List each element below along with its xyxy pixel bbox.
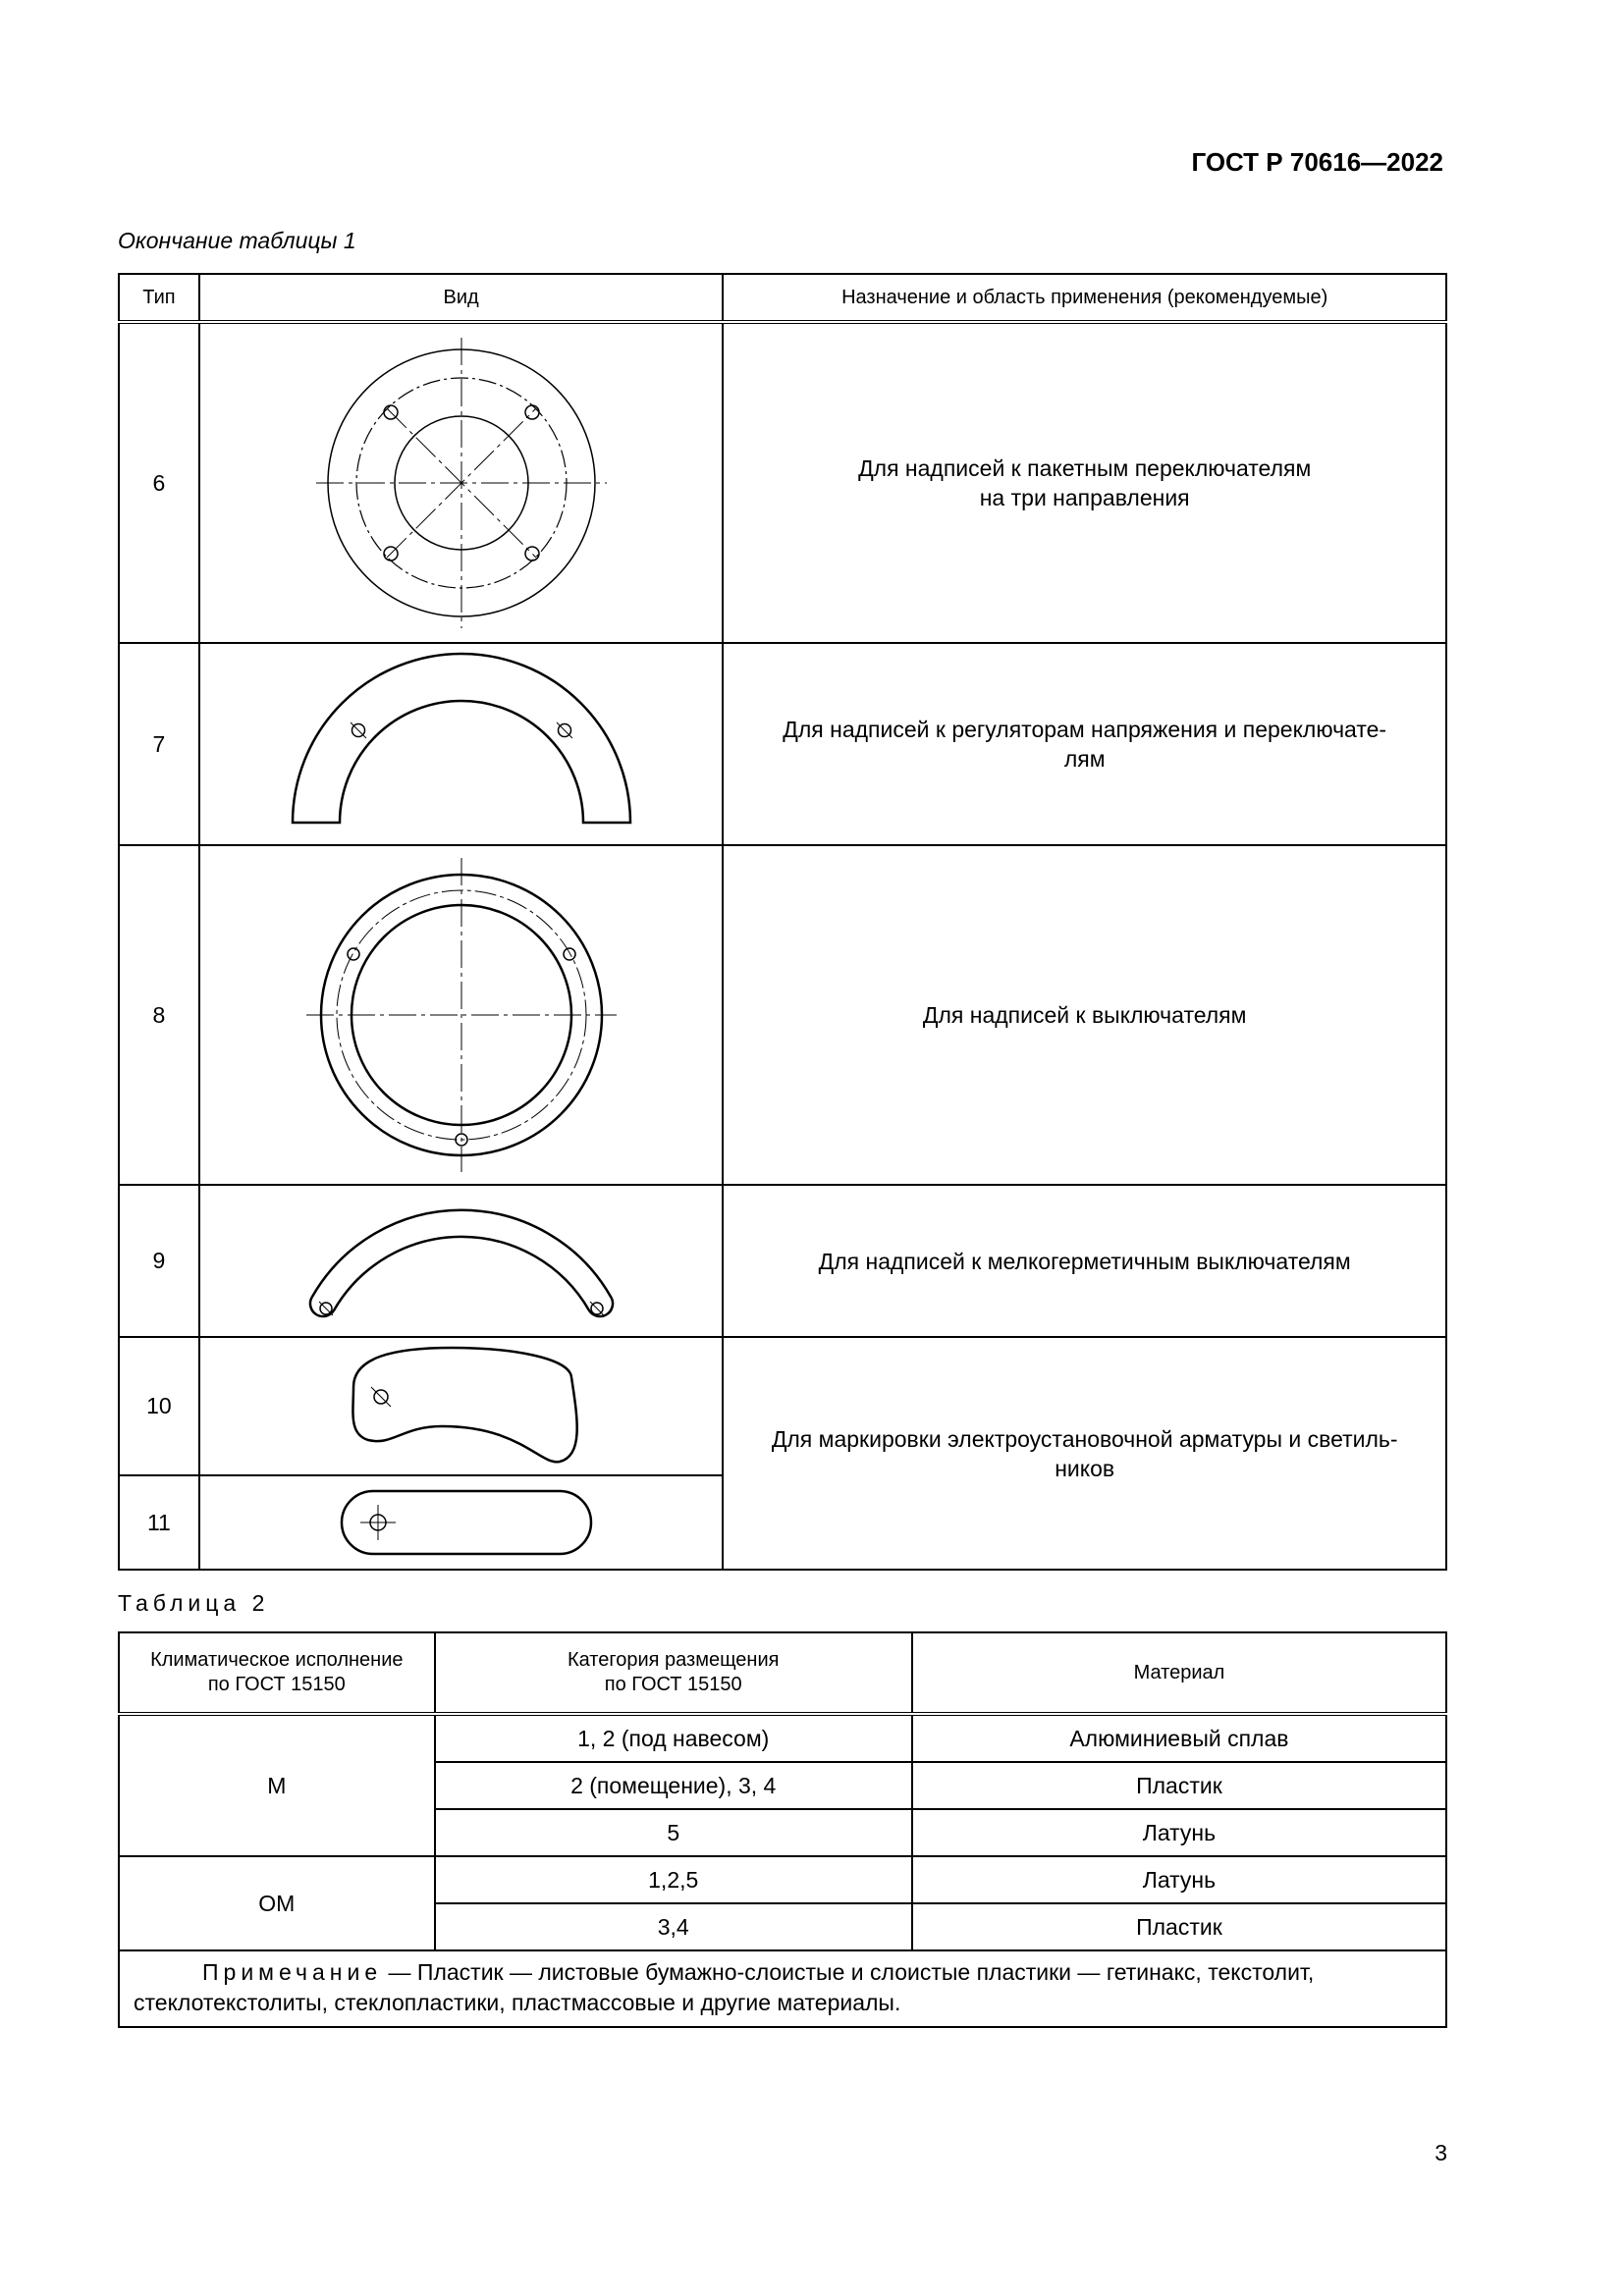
note-label: Примечание <box>202 1959 383 1985</box>
type-number: 7 <box>119 643 199 845</box>
header-category: Категория размещения по ГОСТ 15150 <box>435 1632 912 1714</box>
view-cell <box>199 845 724 1185</box>
table-row <box>119 1185 1446 1337</box>
table1-header-row <box>119 274 1446 322</box>
ring-plate-three-holes-drawing <box>299 853 623 1177</box>
material-cell: Латунь <box>912 1856 1446 1903</box>
header-climate: Климатическое исполнение по ГОСТ 15150 <box>119 1632 435 1714</box>
page-number: 3 <box>1435 2140 1447 2165</box>
header-purpose: Назначение и область применения (рекомендуемые) <box>723 274 1446 322</box>
purpose-cell: Для надписей к мелкогерметичным выключателям <box>723 1185 1446 1337</box>
table1 <box>118 273 1447 1571</box>
header-type: Тип <box>119 274 199 322</box>
type-number: 6 <box>119 322 199 643</box>
category-cell: 1,2,5 <box>435 1856 912 1903</box>
purpose-cell: Для надписей к пакетным переключателям на три направления <box>723 322 1446 643</box>
note-cell <box>119 1950 1446 2027</box>
type-number: 10 <box>119 1337 199 1475</box>
note-row <box>119 1950 1446 2027</box>
view-cell <box>199 1337 724 1475</box>
table-row <box>119 1714 1446 1762</box>
view-cell <box>199 643 724 845</box>
oblong-plate-drawing <box>324 1483 599 1562</box>
merged-purpose-cell: Для маркировки электроустановочной арматуры и светиль- ников <box>723 1337 1446 1570</box>
header-material: Материал <box>912 1632 1446 1714</box>
table-row <box>119 845 1446 1185</box>
category-cell: 3,4 <box>435 1903 912 1950</box>
material-cell: Алюминиевый сплав <box>912 1714 1446 1762</box>
table-row <box>119 322 1446 643</box>
material-cell: Пластик <box>912 1762 1446 1809</box>
category-cell: 5 <box>435 1809 912 1856</box>
kidney-plate-drawing <box>324 1343 599 1470</box>
round-plate-four-holes-drawing <box>304 326 619 640</box>
material-cell: Латунь <box>912 1809 1446 1856</box>
header-view: Вид <box>199 274 724 322</box>
semi-ring-plate-drawing <box>275 646 648 842</box>
category-cell: 2 (помещение), 3, 4 <box>435 1762 912 1809</box>
table-row <box>119 1337 1446 1475</box>
category-cell: 1, 2 (под навесом) <box>435 1714 912 1762</box>
arc-plate-two-holes-drawing <box>299 1193 623 1330</box>
type-number: 8 <box>119 845 199 1185</box>
view-cell <box>199 1185 724 1337</box>
view-cell <box>199 322 724 643</box>
table2-header-row <box>119 1632 1446 1714</box>
material-cell: Пластик <box>912 1903 1446 1950</box>
purpose-cell: Для надписей к выключателям <box>723 845 1446 1185</box>
table2 <box>118 1631 1447 2028</box>
view-cell <box>199 1475 724 1570</box>
type-number: 9 <box>119 1185 199 1337</box>
climate-cell: ОМ <box>119 1856 435 1950</box>
table-row <box>119 643 1446 845</box>
climate-cell: М <box>119 1714 435 1856</box>
document-code: ГОСТ Р 70616—2022 <box>1191 147 1443 177</box>
table1-caption: Окончание таблицы 1 <box>118 228 356 253</box>
type-number: 11 <box>119 1475 199 1570</box>
purpose-cell: Для надписей к регуляторам напряжения и переключате- лям <box>723 643 1446 845</box>
note-text: — Пластик — листовые бумажно-слоистые и слоистые пластики — гетинакс, текстолит, стеклотекстолиты, стеклопластики, пластмассовые и другие материалы. <box>134 1959 1315 2015</box>
table-row <box>119 1856 1446 1903</box>
table2-caption: Таблица 2 <box>118 1590 270 1616</box>
